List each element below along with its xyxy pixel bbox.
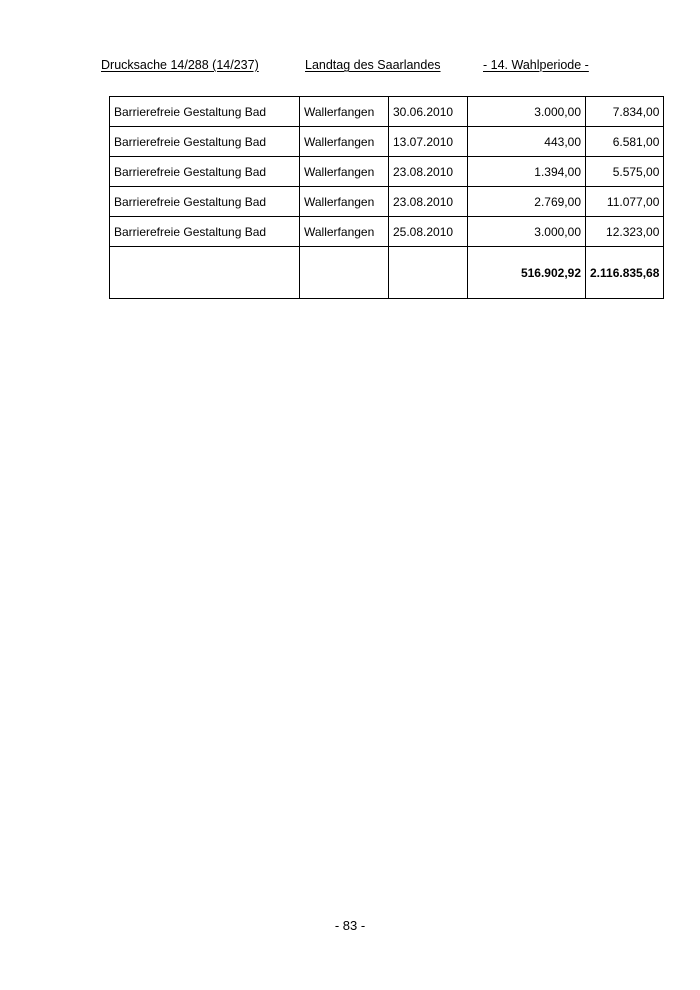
- total-cost-cell: 11.077,00: [586, 187, 664, 217]
- table-row: [110, 217, 664, 247]
- date-cell: 25.08.2010: [389, 217, 468, 247]
- total-amount-cell: 516.902,92: [468, 247, 586, 299]
- date-cell: 23.08.2010: [389, 157, 468, 187]
- measure-cell: Barrierefreie Gestaltung Bad: [110, 187, 300, 217]
- municipality-cell: Wallerfangen: [300, 97, 389, 127]
- measure-cell: Barrierefreie Gestaltung Bad: [110, 157, 300, 187]
- parliament-name: Landtag des Saarlandes: [305, 58, 441, 72]
- amount-cell: 1.394,00: [468, 157, 586, 187]
- table-row: [110, 97, 664, 127]
- amount-cell: 3.000,00: [468, 97, 586, 127]
- municipality-cell: Wallerfangen: [300, 217, 389, 247]
- date-cell: 23.08.2010: [389, 187, 468, 217]
- municipality-cell: Wallerfangen: [300, 127, 389, 157]
- total-cost-cell: 5.575,00: [586, 157, 664, 187]
- document-reference: Drucksache 14/288 (14/237): [101, 58, 259, 72]
- table-row: [110, 157, 664, 187]
- municipality-cell: Wallerfangen: [300, 157, 389, 187]
- grand-total-cell: 2.116.835,68: [586, 247, 664, 299]
- measure-cell: Barrierefreie Gestaltung Bad: [110, 127, 300, 157]
- measure-cell: Barrierefreie Gestaltung Bad: [110, 97, 300, 127]
- amount-cell: 443,00: [468, 127, 586, 157]
- funding-table: [109, 96, 664, 299]
- totals-row: [110, 247, 664, 299]
- empty-cell: [300, 247, 389, 299]
- page-header: [101, 56, 596, 74]
- municipality-cell: Wallerfangen: [300, 187, 389, 217]
- measure-cell: Barrierefreie Gestaltung Bad: [110, 217, 300, 247]
- legislative-period: - 14. Wahlperiode -: [483, 58, 589, 72]
- table-row: [110, 127, 664, 157]
- page-number: - 83 -: [334, 918, 366, 933]
- total-cost-cell: 7.834,00: [586, 97, 664, 127]
- date-cell: 30.06.2010: [389, 97, 468, 127]
- amount-cell: 3.000,00: [468, 217, 586, 247]
- total-cost-cell: 12.323,00: [586, 217, 664, 247]
- empty-cell: [389, 247, 468, 299]
- date-cell: 13.07.2010: [389, 127, 468, 157]
- table-body: [110, 97, 664, 299]
- amount-cell: 2.769,00: [468, 187, 586, 217]
- total-cost-cell: 6.581,00: [586, 127, 664, 157]
- empty-cell: [110, 247, 300, 299]
- table-row: [110, 187, 664, 217]
